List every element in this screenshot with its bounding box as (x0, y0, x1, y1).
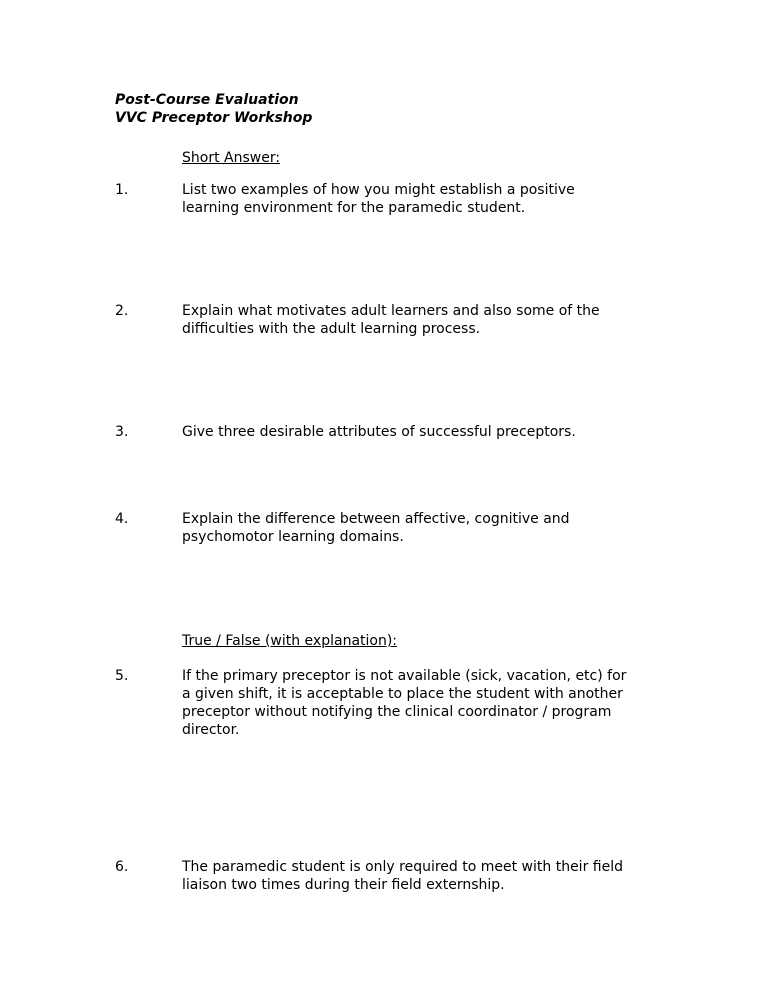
question-text: The paramedic student is only required to meet with their field liaison two times during their field externship. (182, 859, 623, 893)
section-heading-short-answer: Short Answer: (182, 150, 281, 166)
question-text: Explain the difference between affective, cognitive and psychomotor learning domains. (182, 511, 570, 545)
section-heading-true-false: True / False (with explanation): (182, 633, 398, 649)
document-subtitle: VVC Preceptor Workshop (115, 110, 313, 126)
question-text: List two examples of how you might establish a positive learning environment for the paramedic student. (182, 182, 575, 216)
document-title: Post-Course Evaluation (115, 92, 299, 108)
question-number: 3. (115, 424, 129, 440)
question-text: Explain what motivates adult learners and also some of the difficulties with the adult learning process. (182, 303, 600, 337)
question-number: 5. (115, 668, 129, 684)
question-number: 1. (115, 182, 129, 198)
question-text: Give three desirable attributes of successful preceptors. (182, 424, 576, 440)
question-text: If the primary preceptor is not available (sick, vacation, etc) for a given shift, it is acceptable to place the student with another preceptor without notifying the clinical coordinator / program director. (182, 668, 627, 738)
question-number: 2. (115, 303, 129, 319)
question-number: 4. (115, 511, 129, 527)
question-number: 6. (115, 859, 129, 875)
